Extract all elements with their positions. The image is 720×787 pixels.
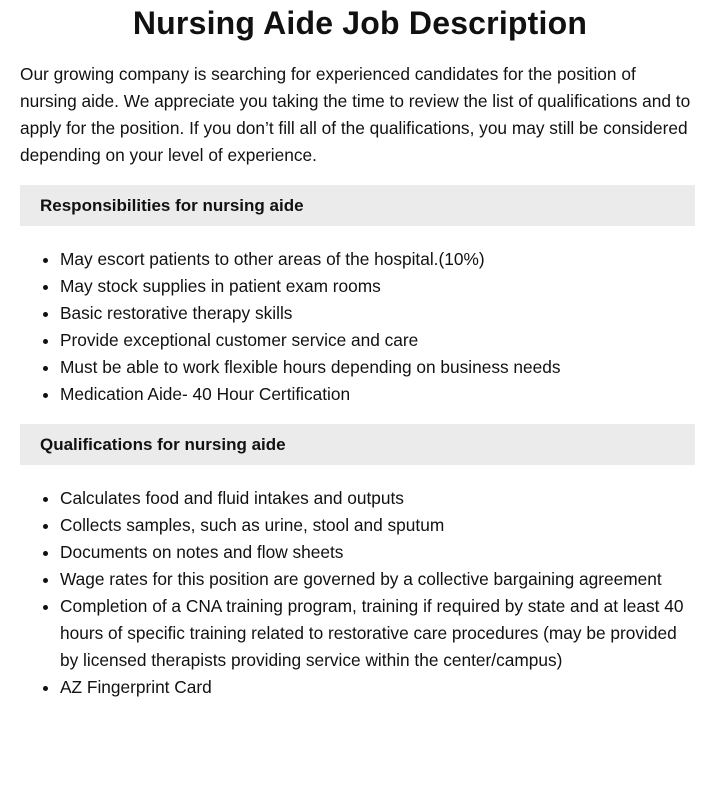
list-item: • Must be able to work flexible hours depending on business needs (60, 354, 695, 381)
list-item: • AZ Fingerprint Card (60, 674, 695, 701)
list-item: • Medication Aide- 40 Hour Certification (60, 381, 695, 408)
list-item: • Basic restorative therapy skills (60, 300, 695, 327)
responsibilities-list (20, 246, 695, 408)
list-item: • Documents on notes and flow sheets (60, 539, 695, 566)
list-item: • Collects samples, such as urine, stool and sputum (60, 512, 695, 539)
list-item: • Wage rates for this position are governed by a collective bargaining agreement (60, 566, 695, 593)
list-item: • Calculates food and fluid intakes and outputs (60, 485, 695, 512)
intro-paragraph: Our growing company is searching for experienced candidates for the position of nursing aide. We appreciate you taking the time to review the list of qualifications and to apply for the position. If you don’t fill all of the qualifications, you may still be considered depending on your level of experience. (20, 64, 691, 165)
responsibilities-heading: Responsibilities for nursing aide (20, 185, 695, 226)
list-item: • Completion of a CNA training program, training if required by state and at least 40 hours of specific training related to restorative care procedures (may be provided by licensed therapists providing service within the center/campus) (60, 593, 695, 674)
list-item: • May stock supplies in patient exam rooms (60, 273, 695, 300)
qualifications-heading: Qualifications for nursing aide (20, 424, 695, 465)
page-title: Nursing Aide Job Description (132, 5, 588, 41)
list-item: • Provide exceptional customer service and care (60, 327, 695, 354)
list-item: • May escort patients to other areas of the hospital.(10%) (60, 246, 695, 273)
qualifications-list (20, 485, 695, 701)
